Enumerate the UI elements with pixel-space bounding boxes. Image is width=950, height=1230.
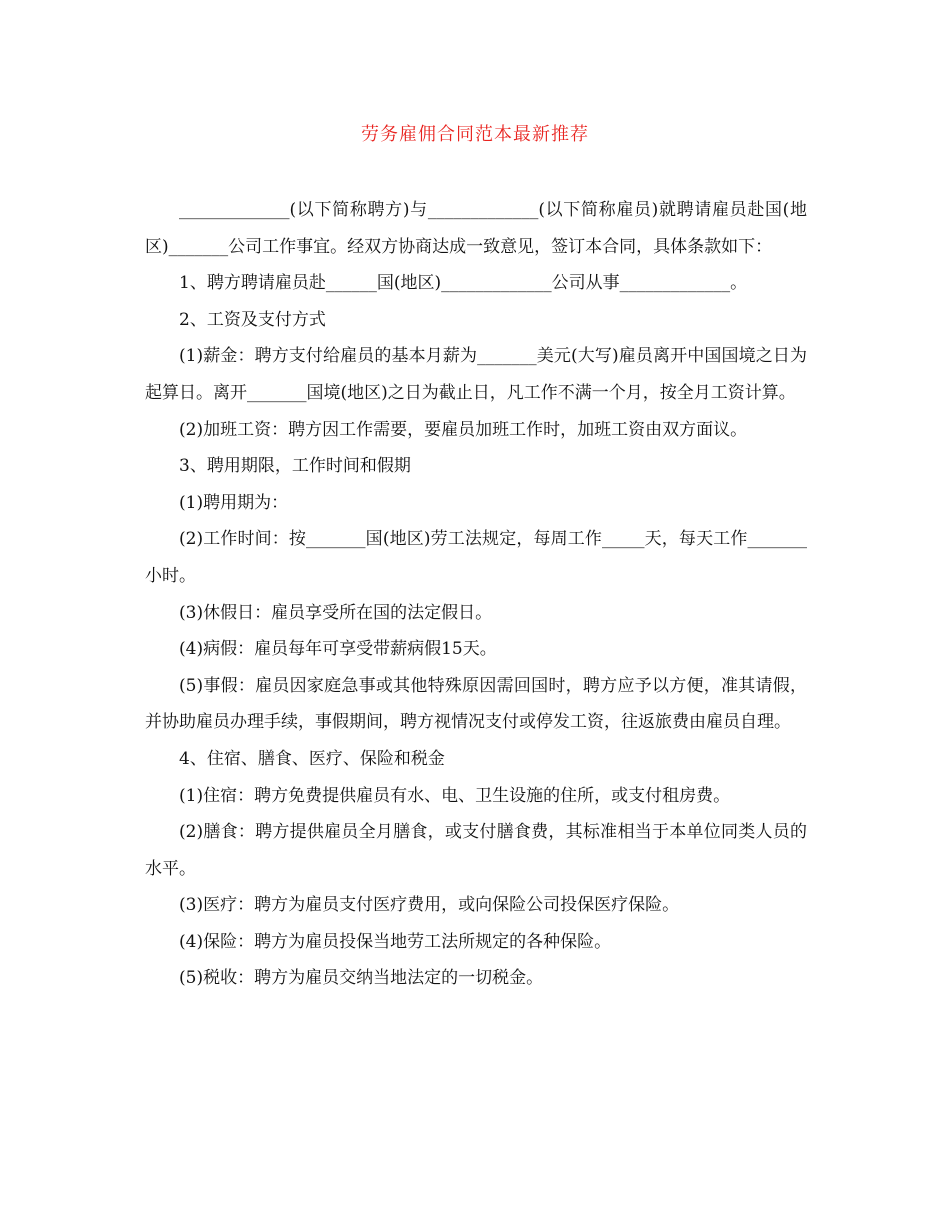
paragraph-insurance: (4)保险：聘方为雇员投保当地劳工法所规定的各种保险。	[179, 931, 612, 952]
paragraph-holidays: (3)休假日：雇员享受所在国的法定假日。	[179, 602, 493, 623]
heading-clause-4: 4、住宿、膳食、医疗、保险和税金	[179, 748, 445, 769]
paragraph-salary: (1)薪金：聘方支付给雇员的基本月薪为_______美元(大写)雇员离开中国国境之日为起算日。离开_______国境(地区)之日为截止日，凡工作不满一个月，按全月工资计算。	[145, 346, 807, 403]
paragraph-meals: (2)膳食：聘方提供雇员全月膳食，或支付膳食费，其标准相当于本单位同类人员的水平。	[145, 822, 807, 879]
paragraph-personal-leave: (5)事假：雇员因家庭急事或其他特殊原因需回国时，聘方应予以方便，准其请假，并协助雇员办理手续，事假期间，聘方视情况支付或停发工资，往返旅费由雇员自理。	[145, 675, 807, 733]
document-body	[145, 192, 807, 997]
heading-clause-2: 2、工资及支付方式	[179, 309, 326, 330]
document-title: 劳务雇佣合同范本最新推荐	[361, 124, 589, 145]
paragraph-clause-1: 1、聘方聘请雇员赴______国(地区)_____________公司从事_____________。	[179, 273, 748, 294]
paragraph-sick-leave: (4)病假：雇员每年可享受带薪病假15天。	[179, 639, 497, 660]
paragraph-tax: (5)税收：聘方为雇员交纳当地法定的一切税金。	[179, 968, 544, 989]
heading-clause-3: 3、聘用期限，工作时间和假期	[179, 456, 411, 477]
paragraph-overtime: (2)加班工资：聘方因工作需要，要雇员加班工作时，加班工资由双方面议。	[179, 419, 748, 440]
paragraph-intro: _____________(以下简称聘方)与_____________(以下简称雇员)就聘请雇员赴国(地区)_______公司工作事宜。经双方协商达成一致意见，签订本合同，具体条款如下：	[145, 200, 807, 257]
paragraph-term: (1)聘用期为：	[179, 492, 289, 513]
paragraph-working-hours: (2)工作时间：按_______国(地区)劳工法规定，每周工作_____天，每天工作_______小时。	[145, 529, 807, 586]
paragraph-medical: (3)医疗：聘方为雇员支付医疗费用，或向保险公司投保医疗保险。	[179, 895, 680, 916]
paragraph-accommodation: (1)住宿：聘方免费提供雇员有水、电、卫生设施的住所，或支付租房费。	[179, 785, 731, 806]
